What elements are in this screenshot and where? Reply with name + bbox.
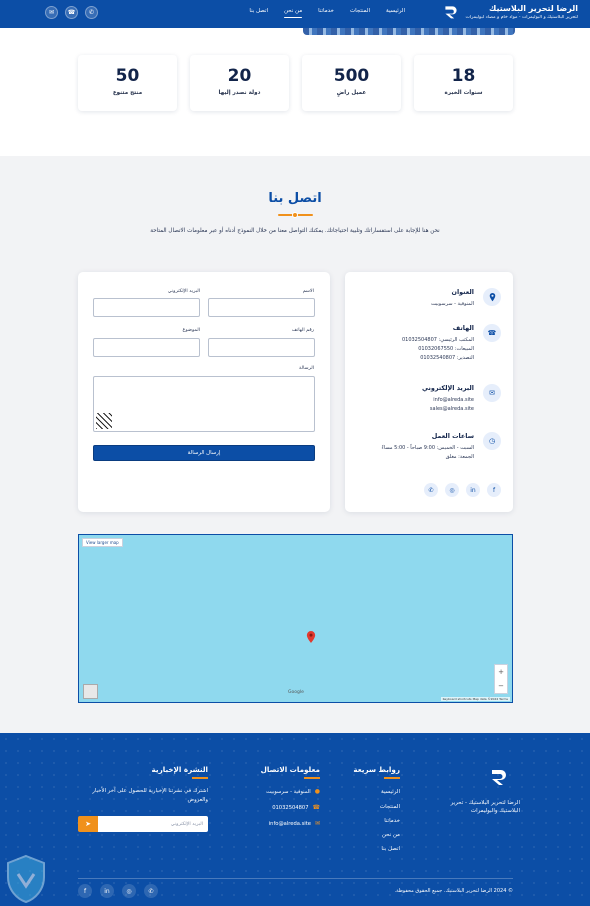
footer-logo-icon [488, 767, 510, 787]
footer-link-products[interactable]: المنتجات [379, 804, 400, 810]
facebook-icon[interactable]: f [78, 884, 92, 898]
instagram-icon[interactable]: ◎ [122, 884, 136, 898]
hours-line: السبت - الخميس: 9:00 صباحاً - 5:00 مساءً [381, 445, 474, 451]
stat-card [414, 55, 513, 111]
email-line[interactable]: sales@alreda.site [429, 406, 474, 412]
brand[interactable] [443, 4, 578, 20]
stat-number: 50 [115, 66, 140, 86]
phone-line: المبيعات: 01032067550 [418, 346, 474, 352]
view-larger-map-link[interactable]: View larger map [82, 538, 123, 547]
footer-link-contact[interactable]: اتصل بنا [381, 846, 400, 852]
contact-info-card [345, 272, 513, 512]
whatsapp-icon[interactable]: ✆ [85, 6, 98, 19]
map-type-button[interactable] [83, 684, 98, 699]
stats-row [78, 55, 513, 111]
location-icon [483, 288, 501, 306]
hours-title: ساعات العمل [431, 432, 474, 440]
phone-icon: ☎ [483, 324, 501, 342]
nav-item-about[interactable]: من نحن [284, 8, 303, 14]
stat-card [190, 55, 289, 111]
hero-image-edge [303, 28, 515, 35]
stat-label: عميل راضٍ [336, 90, 367, 96]
email-icon: ✉ [314, 820, 320, 827]
stat-label: دولة نصدر إليها [218, 90, 261, 96]
linkedin-icon[interactable]: in [100, 884, 114, 898]
phone-icon[interactable]: ☎ [65, 6, 78, 19]
address-title: العنوان [451, 288, 474, 296]
name-label: الاسم [302, 289, 314, 294]
email-label: البريد الإلكتروني [167, 289, 200, 294]
email-icon: ✉ [483, 384, 501, 402]
nav-item-services[interactable]: خدماتنا [318, 8, 334, 14]
footer-contact-item [266, 788, 320, 795]
address-value: المنوفية - سرسوبيت [431, 301, 474, 307]
stat-card [302, 55, 401, 111]
message-textarea[interactable] [93, 376, 315, 432]
quick-links-title: روابط سريعة [353, 765, 400, 779]
nav-item-home[interactable]: الرئيسية [386, 8, 405, 14]
top-navbar [0, 0, 590, 28]
whatsapp-icon[interactable]: ✆ [144, 884, 158, 898]
linkedin-icon[interactable]: in [466, 483, 480, 497]
section-title: اتصل بنا [268, 191, 322, 206]
footer-link-about[interactable]: من نحن [381, 832, 400, 838]
map-embed[interactable] [78, 534, 513, 703]
main-nav [249, 8, 405, 14]
stat-number: 18 [451, 66, 476, 86]
whatsapp-icon[interactable]: ✆ [424, 483, 438, 497]
footer-contact-text[interactable]: 01032504807 [272, 804, 309, 811]
map-pin-icon[interactable] [306, 631, 316, 643]
brand-title: الرضا لتحرير البلاستيك [489, 4, 578, 13]
newsletter-email-input[interactable]: البريد الإلكتروني [98, 816, 208, 832]
stat-number: 500 [333, 66, 370, 86]
send-icon[interactable]: ➤ [78, 816, 98, 832]
phone-title: الهاتف [452, 324, 474, 332]
stat-label: منتج متنوع [112, 90, 143, 96]
resize-handle-icon[interactable] [96, 413, 112, 429]
footer-contact-item [269, 820, 320, 827]
phone-line: المكتب الرئيسي: 01032504807 [401, 337, 474, 343]
zoom-in-icon[interactable]: + [498, 668, 504, 676]
map-zoom-control[interactable] [494, 664, 508, 694]
email-title: البريد الإلكتروني [422, 384, 474, 392]
phone-input[interactable] [208, 338, 315, 357]
footer-contact-text: المنوفية - سرسوبيت [266, 788, 311, 795]
footer-social-links [78, 884, 158, 898]
brand-subtitle: لتحرير البلاستيك و البوليمرات - مواد خام و مصاد لبوليمرات [465, 15, 578, 20]
email-icon[interactable]: ✉ [45, 6, 58, 19]
section-description: نحن هنا للإجابة على استفساراتك وتلبية احتياجاتك. يمكنك التواصل معنا من خلال النموذج أدناه أو عبر معلومات الاتصال المتاحة [150, 228, 440, 234]
info-social-links [424, 483, 501, 497]
contact-info-title: معلومات الاتصال [261, 765, 320, 779]
footer-contact-item [272, 804, 320, 811]
map-attribution[interactable]: Keyboard shortcuts Map data ©2024 Terms [442, 697, 508, 701]
stat-label: سنوات الخبرة [444, 90, 483, 96]
facebook-icon[interactable]: f [487, 483, 501, 497]
message-label: الرسالة [299, 366, 314, 371]
submit-button[interactable]: إرسال الرسالة [93, 445, 315, 461]
nav-item-contact[interactable]: اتصل بنا [249, 8, 268, 14]
stat-card [78, 55, 177, 111]
subject-label: الموضوع [182, 328, 200, 333]
hours-line: الجمعة: مغلق [445, 454, 474, 460]
phone-label: رقم الهاتف [291, 328, 314, 333]
title-underline-dot [292, 212, 298, 218]
email-input[interactable] [93, 298, 200, 317]
name-input[interactable] [208, 298, 315, 317]
location-icon: ● [314, 788, 320, 795]
footer-link-home[interactable]: الرئيسية [381, 789, 400, 795]
clock-icon: ◷ [483, 432, 501, 450]
zoom-out-icon[interactable]: − [498, 682, 504, 690]
nav-item-products[interactable]: المنتجات [349, 8, 371, 14]
brand-logo-icon [443, 4, 459, 20]
google-logo: Google [288, 690, 304, 695]
footer-contact-text[interactable]: info@alreda.site [268, 820, 311, 827]
newsletter-title: النشرة الإخبارية [152, 765, 208, 779]
instagram-icon[interactable]: ◎ [445, 483, 459, 497]
footer-about: الرضا لتحرير البلاستيك - تحرير البلاستيك والبوليمرات [450, 800, 520, 814]
stat-number: 20 [227, 66, 252, 86]
copyright: © 2024 الرضا لتحرير البلاستيك. جميع الحقوق محفوظة. [394, 888, 513, 894]
header-contact-icons [45, 6, 98, 19]
subject-input[interactable] [93, 338, 200, 357]
phone-line: التصدير: 01032540807 [420, 355, 474, 361]
newsletter-text: اشترك في نشرتنا الإخبارية للحصول على آخر الأخبار والعروض [92, 788, 208, 803]
email-line[interactable]: info@alreda.site [433, 397, 474, 403]
phone-icon: ☎ [312, 804, 320, 811]
shield-watermark-icon [2, 852, 50, 906]
footer-link-services[interactable]: خدماتنا [384, 818, 400, 824]
